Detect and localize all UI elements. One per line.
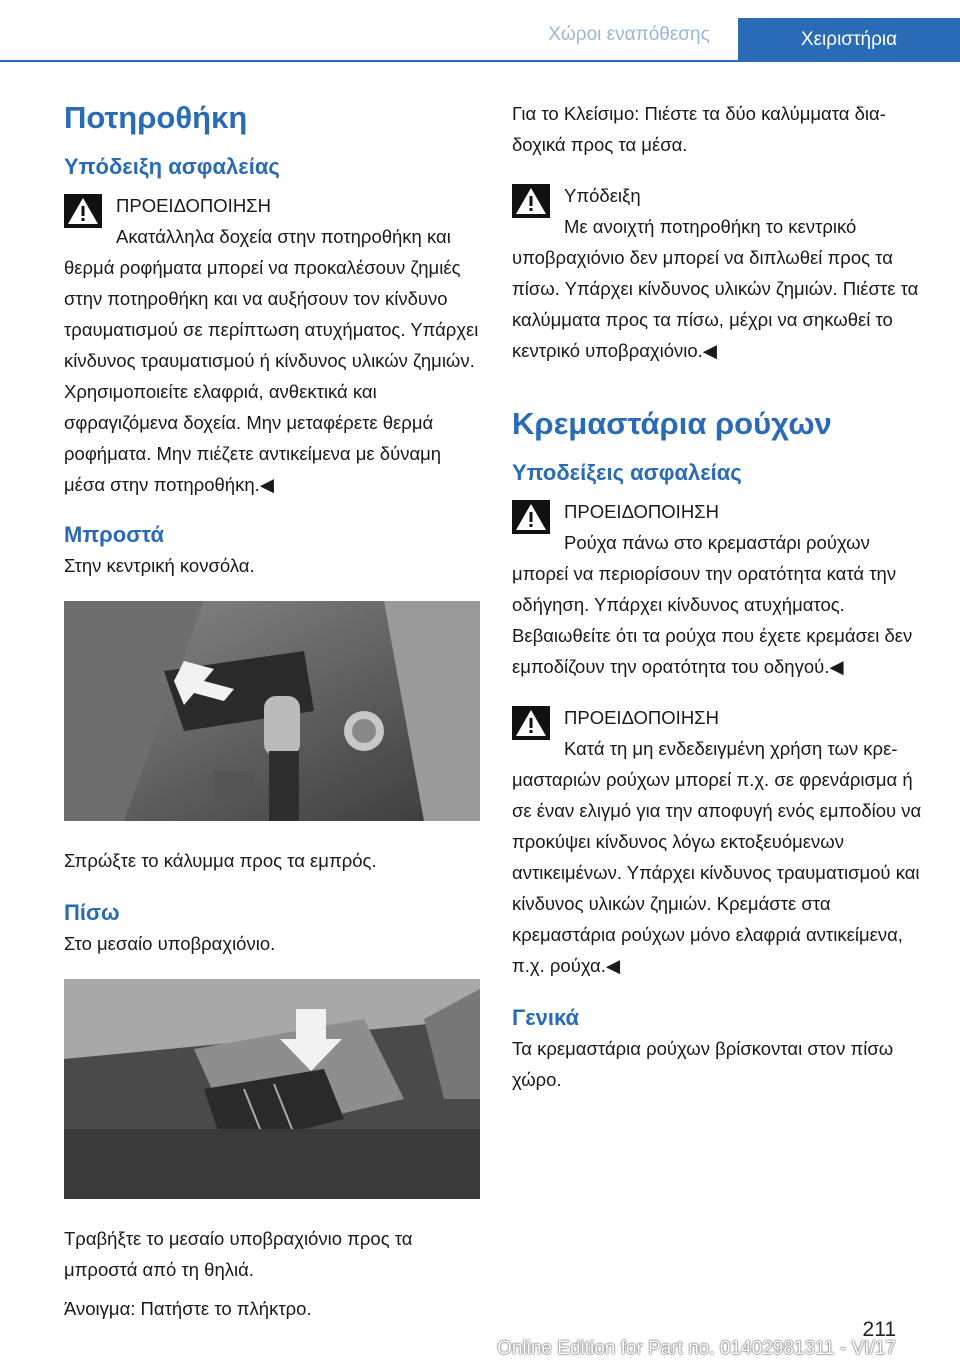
general-heading: Γενικά bbox=[512, 1005, 580, 1030]
warning-3-text: Κατά τη μη ενδεδειγμένη χρήση των κρεμασταριών ρούχων μπορεί π.χ. σε φρενάρισμα ή σε έναν ελιγμό για την αποφυγή ενός εμποδίου να προκύψει κίνδυνος λόγω εκτοξευόμενων αντικειμένων. Υπάρχει κίνδυνος τραυματισμού και κίνδυνος υλικών ζημιών. Κρεμάστε στα κρεμαστάρια ρούχων μόνο ελαφριά αντικείμενα, π.χ. ρούχα.◀ bbox=[512, 738, 922, 976]
warning-block-2 bbox=[512, 496, 928, 682]
safety-notes-heading: Υποδείξεις ασφαλείας bbox=[512, 460, 742, 485]
page-number: 211 bbox=[862, 1318, 896, 1341]
front-heading: Μπροστά bbox=[64, 522, 164, 547]
cupholder-title: Ποτηροθήκη bbox=[64, 100, 248, 135]
note-block bbox=[512, 180, 928, 366]
right-column bbox=[512, 98, 928, 1095]
warning-block-1 bbox=[64, 190, 480, 500]
general-text: Τα κρεμαστάρια ρούχων βρίσκονται στον πίσω χώρο. bbox=[512, 1038, 894, 1090]
warning-2-text: Ρούχα πάνω στο κρεμαστάρι ρούχων μπορεί να περιορίσουν την ορατότητα κατά την οδήγηση. Υπάρχει κίνδυνος ατυχήματος. Βεβαιωθείτε ότι τα ρούχα που έχετε κρεμάσει δεν εμποδίζουν την ορατότητα του οδηγού.◀ bbox=[512, 532, 913, 677]
note-title: Υπόδειξη bbox=[564, 185, 641, 206]
open-text: Άνοιγμα: Πατήστε το πλήκτρο. bbox=[64, 1298, 312, 1319]
warning-block-3 bbox=[512, 702, 928, 981]
warning-3-title: ΠΡΟΕΙΔΟΠΟΙΗΣΗ bbox=[564, 707, 719, 728]
warning-1-text: Ακατάλληλα δοχεία στην ποτηροθήκη και θερμά ροφήματα μπορεί να προκαλέσουν ζημιές στην ποτηροθήκη και να αυξήσουν τον κίνδυνο τραυματισμού σε περίπτωση ατυχήματος. Υπάρχει κίνδυνος τραυματισμού ή κίνδυνος υλικών ζημιών. Χρησιμοποιείτε ελαφριά, ανθεκτικά και σφραγιζόμενα δοχεία. Μην μεταφέρετε θερμά ροφήματα. Μην πιέζετε αντικείμενα με δύναμη μέσα στην ποτηροθήκη.◀ bbox=[64, 226, 479, 495]
safety-heading: Υπόδειξη ασφαλείας bbox=[64, 154, 280, 179]
header-rule bbox=[0, 60, 960, 62]
warning-2-title: ΠΡΟΕΙΔΟΠΟΙΗΣΗ bbox=[564, 501, 719, 522]
warning-1-title: ΠΡΟΕΙΔΟΠΟΙΗΣΗ bbox=[116, 195, 271, 216]
edition-footer: Online Edition for Part no. 01402981311 - VI/17 bbox=[497, 1338, 896, 1359]
front-caption: Σπρώξτε το κάλυμμα προς τα εμπρός. bbox=[64, 850, 377, 871]
note-text: Με ανοιχτή ποτηροθήκη το κεντρικό υποβραχιόνιο δεν μπορεί να διπλωθεί προς τα πίσω. Υπάρχει κίνδυνος υλικών ζημιών. Πιέστε τα καλύμματα προς τα πίσω, μέχρι να σηκωθεί το κεντρικό υποβραχιόνιο.◀ bbox=[512, 216, 919, 361]
warning-triangle-icon bbox=[512, 500, 550, 534]
front-cupholder-photo bbox=[64, 601, 480, 821]
left-column bbox=[64, 98, 480, 1324]
rear-text: Στο μεσαίο υποβραχιόνιο. bbox=[64, 933, 276, 954]
front-text: Στην κεντρική κονσόλα. bbox=[64, 555, 255, 576]
warning-triangle-icon bbox=[512, 184, 550, 218]
warning-triangle-icon bbox=[64, 194, 102, 228]
warning-triangle-icon bbox=[512, 706, 550, 740]
close-text: Για το Κλείσιμο: Πιέστε τα δύο καλύμματα διαδοχικά προς τα μέσα. bbox=[512, 103, 886, 155]
page-header bbox=[0, 0, 960, 62]
header-tab-controls: Χειριστήρια bbox=[738, 18, 960, 62]
rear-caption: Τραβήξτε το μεσαίο υποβραχιόνιο προς τα μπροστά από τη θηλιά. bbox=[64, 1228, 413, 1280]
header-section-label: Χώροι εναπόθεσης bbox=[548, 24, 710, 45]
rear-heading: Πίσω bbox=[64, 900, 120, 925]
clothes-hooks-title: Κρεμαστάρια ρούχων bbox=[512, 406, 832, 441]
rear-cupholder-photo bbox=[64, 979, 480, 1199]
